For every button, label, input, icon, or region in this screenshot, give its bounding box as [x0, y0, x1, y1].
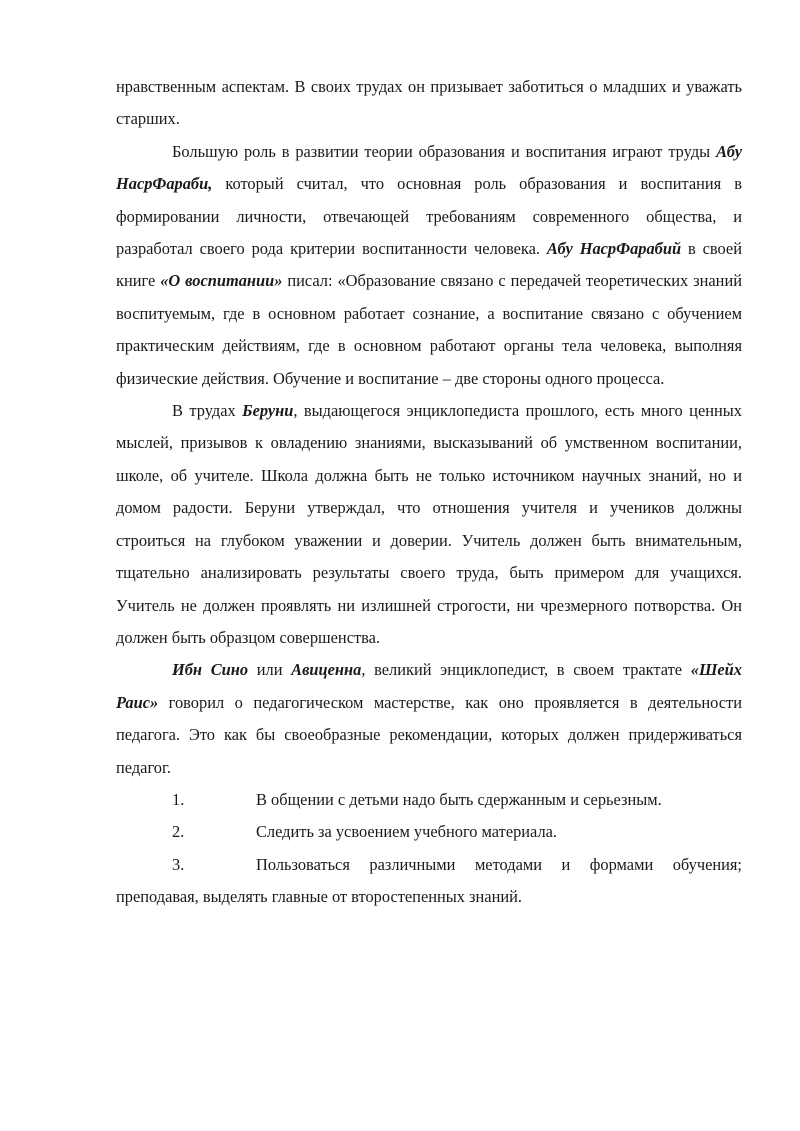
text-run: который считал, что основная роль образования и воспитания в формировании личности, отвечающей требованиям современного общества, и разработал своего рода критерии воспитанности человека.: [116, 174, 742, 259]
list-text: Пользоваться различными методами и формами обучения; преподавая, выделять главные от второстепенных знаний.: [116, 854, 742, 907]
text-run: , великий энциклопедист, в своем трактате: [361, 660, 691, 680]
name-ibn-sino: Ибн Сино: [172, 660, 249, 680]
text-run: , выдающегося энциклопедиста прошлого, есть много ценных мыслей, призывов к овладению знаниями, высказываний об умственном воспитании, школе, об учителе. Школа должна быть не только источником научных знаний, но и домом радости. Беруни утверждал, что отношения учителя и учеников должны строиться на глубоком уважении и доверии. Учитель должен быть внимательным, тщательно анализировать результаты своего труда, быть примером для учащихся. Учитель не должен проявлять ни излишней строгости, ни чрезмерного потворства. Он должен быть образцом совершенства.: [116, 401, 742, 647]
document-body: [116, 71, 742, 914]
list-item: [116, 784, 742, 816]
name-beruni: Беруни: [242, 401, 294, 421]
paragraph-continued: [116, 71, 742, 136]
list-item: [116, 816, 742, 848]
list-item: [116, 849, 742, 914]
text-run: говорил о педагогическом мастерстве, как оно проявляется в деятельности педагога. Это как бы своеобразные рекомендации, которых должен придерживаться педагог.: [116, 692, 742, 777]
name-avicenna: Авиценна: [291, 660, 362, 680]
text-run: в своей книге: [116, 239, 742, 291]
book-title: «О воспитании»: [160, 271, 283, 291]
treatise-title: «Шейх Раис»: [116, 660, 742, 712]
paragraph-farabi: [116, 136, 742, 395]
list-number: 2.: [172, 822, 185, 842]
text-run: Большую роль в развитии теории образования и воспитания играют труды: [172, 141, 717, 161]
name-farabi: Абу НасрФараби,: [116, 141, 742, 194]
paragraph-text: нравственным аспектам. В своих трудах он призывает заботиться о младших и уважать старших.: [116, 77, 742, 129]
list-number: 3.: [172, 854, 185, 874]
paragraph-avicenna: [116, 654, 742, 784]
text-run: или: [248, 660, 292, 680]
list-text: Следить за усвоением учебного материала.: [256, 822, 558, 842]
list-text: В общении с детьми надо быть сдержанным и серьезным.: [256, 789, 662, 809]
list-number: 1.: [172, 789, 185, 809]
text-run: писал: «Образование связано с передачей теоретических знаний воспитуемым, где в основном работает сознание, а воспитание связано с обучением практическим действиям, где в основном работают органы тела человека, выполняя физические действия. Обучение и воспитание – две стороны одного процесса.: [116, 271, 742, 388]
text-run: В трудах: [172, 401, 243, 421]
name-farabiy: Абу НасрФарабий: [546, 239, 682, 259]
paragraph-beruni: [116, 395, 742, 654]
